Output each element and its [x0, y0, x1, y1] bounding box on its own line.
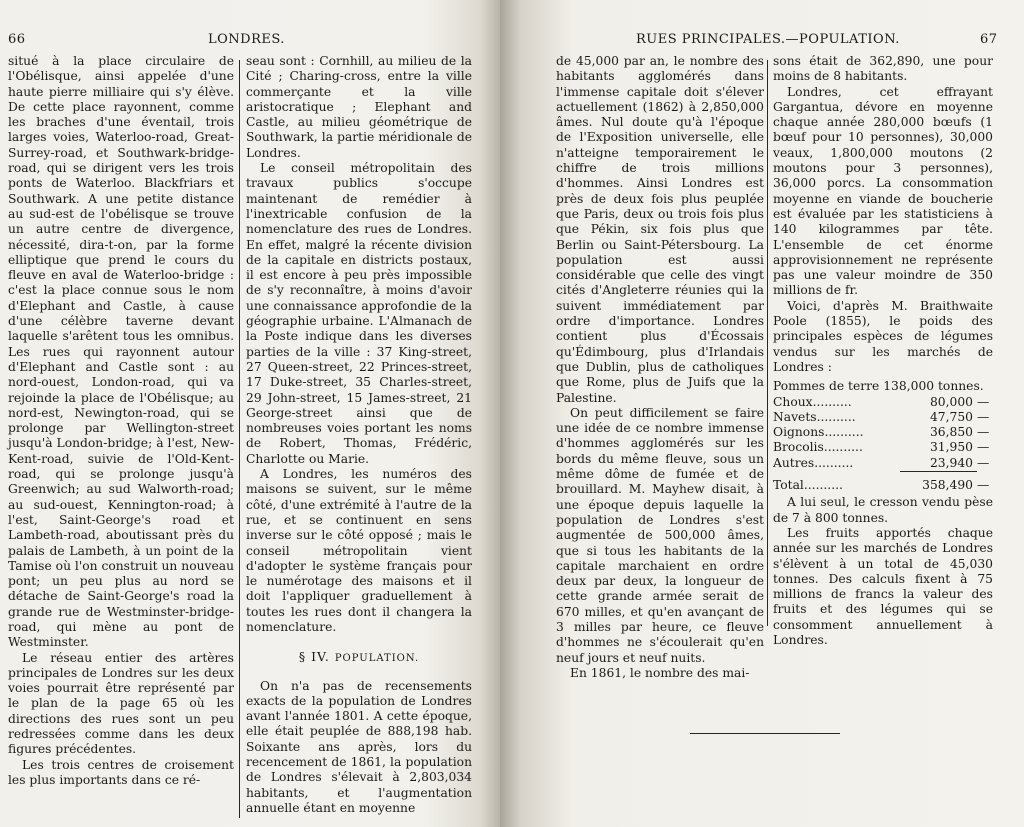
paragraph: situé à la place circulaire de l'Obélisque, ainsi appelée d'une haute pierre milliaire qui s'y élève. De cette place rayonnent, comme les braches d'une éventail, trois larges voies, Waterloo-road, Great-Surrey-road, et Southwark-bridge-road, qui se dirigent vers les trois ponts de Waterloo. Blackfriars et Southwark. A une petite distance au sud-est de l'obélisque se trouve un autre centre de divergence, nécessité, dira-t-on, par la forme elliptique que prend le cours du fleuve en aval de Waterloo-bridge : c'est la place connue sous le nom d'Elephant and Castle, à cause d'une célèbre taverne devant laquelle s'arêtent tous les omnibus. Les rues qui rayonnent autour d'Elephant and Castle sont : au nord-ouest, London-road, qui va rejoinde la place de l'Obélisque; au nord-est, Newington-road, qui se prolonge par Wellington-street jusqu'à London-bridge; à l'est, New-Kent-road, suivie de l'Old-Kent-road, qui se prolonge jusqu'à Greenwich; au sud Walworth-road; au sud-ouest, Kennington-road; à l'est, Saint-George's road et Lambeth-road, aboutissant près du palais de Lambeth, à un point de la Tamise où l'on construit un nouveau pont; un peu plus au nord se détache de Saint-George's road la grande rue de Westminster-bridge-road, qui mène au pont de Westminster.	[8, 54, 234, 650]
section-title: POPULATION.	[334, 653, 420, 665]
paragraph: Londres, cet effrayant Gargantua, dévore en moyenne chaque année 280,000 bœufs (1 bœuf pour 10 personnes), 30,000 veaux, 1,800,000 moutons (2 moutons pour 3 personnes), 36,000 porcs. La consommation moyenne en viande de boucherie est évaluée par les statisticiens à 140 kilogrammes par tête. L'ensemble de cet énorme approvisionnement ne représente pas une valeur moindre de 350 millions de fr.	[773, 84, 993, 298]
paragraph: sons était de 362,890, une pour moins de 8 habitants.	[773, 54, 993, 84]
table-row	[773, 410, 993, 425]
ditto-dash: —	[977, 394, 990, 409]
paragraph: Les trois centres de croisement les plus importants dans ce ré-	[8, 757, 234, 787]
paragraph: Le conseil métropolitain des travaux publics s'occupe maintenant de remédier à l'inextricable confusion de la nomenclature des rues de Londres. En effet, malgré la récente division de la capitale en districts postaux, il est encore à peu près impossible de s'y reconnaître, à moins d'avoir une connaissance approfondie de la géographie urbaine. L'Almanach de la Poste indique dans les diverses parties de la ville : 37 King-street, 27 Queen-street, 22 Princes-street, 17 Duke-street, 35 Charles-street, 29 John-street, 15 James-street, 21 George-street ainsi que de nombreuses voies portant les noms de Robert, Thomas, Frédéric, Charlotte ou Marie.	[246, 161, 472, 466]
paragraph: En 1861, le nombre des mai-	[570, 665, 750, 680]
vegetable-value: 138,000 tonnes.	[883, 379, 984, 394]
vegetable-label: Pommes de terre	[773, 379, 880, 394]
paragraph: de 45,000 par an, le nombre des habitants agglomérés dans l'immense capitale doit s'élever actuellement (1862) à 2,850,000 âmes. Nul doute qu'à l'époque de l'Exposition universelle, elle n'atteigne temporairement le chiffre de trois millions d'hommes. Ainsi Londres est près de deux fois plus peuplée que Paris, deux ou trois fois plus que Pékin, six fois plus que Berlin ou Saint-Pétersbourg. La population est aussi considérable que celle des vingt cités d'Angleterre réunies qui la suivent immédiatement par ordre d'importance. Londres contient plus d'Écossais qu'Édimbourg, plus d'Irlandais que Dublin, plus de catholiques que Rome, plus de Juifs que la Palestine.	[556, 54, 764, 405]
vegetable-value: 23,940	[900, 456, 977, 472]
left-column-1	[8, 54, 234, 820]
right-column-1	[556, 54, 764, 680]
vegetable-label: Autres..........	[773, 455, 854, 470]
paragraph: On peut difficilement se faire une idée de ce nombre immense d'hommes agglomérés sur les bords du même fleuve, sous un même dôme de fumée et de brouillard. M. Mayhew disait, à une époque depuis laquelle la population de Londres s'est augmentée de 500,000 âmes, que si tous les habitants de la capitale marchaient en ordre deux par deux, la longueur de cette grande armée serait de 670 milles, et qu'en avançant de 3 milles par heure, ce fleuve d'hommes ne s'écoulerait qu'en neuf jours et neuf nuits.	[556, 405, 764, 665]
table-row	[773, 440, 993, 455]
vegetable-value: 47,750	[929, 409, 973, 424]
section-heading	[246, 649, 472, 666]
column-rule	[239, 60, 240, 818]
total-value: 358,490	[922, 478, 973, 493]
table-row	[773, 395, 993, 410]
ditto-dash: —	[977, 440, 990, 455]
ditto-dash: —	[977, 477, 990, 492]
table-row	[773, 456, 993, 472]
running-head-right: RUES PRINCIPALES.—POPULATION.	[636, 32, 900, 47]
vegetable-label: Brocolis..........	[773, 440, 863, 455]
right-column-2	[773, 54, 993, 647]
ditto-dash: —	[977, 455, 990, 470]
paragraph: seau sont : Cornhill, au milieu de la Cité ; Charing-cross, entre la ville commerçante et la ville aristocratique ; Elephant and Castle, au milieu géométrique de Southwark, la partie méridionale de Londres.	[246, 54, 472, 160]
running-head-left: LONDRES.	[208, 32, 285, 47]
paragraph: A Londres, les numéros des maisons se suivent, sur le même côté, d'une extrémité à l'autre de la rue, et se continuent en sens inverse sur le côté opposé ; mais le conseil métropolitain vient d'adopter le système français pour le numérotage des maisons et il doit l'appliquer graduellement à toutes les rues dont il changera la nomenclature.	[246, 467, 472, 634]
section-number: § IV.	[298, 649, 330, 665]
paragraph: A lui seul, le cresson vendu pèse de 7 à 800 tonnes.	[773, 495, 993, 525]
paragraph: Les fruits apportés chaque année sur les marchés de Londres s'élèvent à un total de 45,030 tonnes. Des calculs fixent à 75 millions de francs la valeur des fruits et des légumes qui se consomment annuellement à Londres.	[773, 525, 993, 647]
right-page	[500, 0, 1024, 827]
column-rule	[767, 60, 768, 626]
paragraph: Voici, d'après M. Braithwaite Poole (1855), le poids des principales espèces de légumes vendus sur les marchés de Londres :	[773, 298, 993, 374]
vegetable-value: 31,950	[929, 440, 973, 455]
end-rule	[690, 733, 840, 734]
ditto-dash: —	[977, 409, 990, 424]
table-total-row	[773, 472, 993, 494]
ditto-dash: —	[977, 425, 990, 440]
table-row	[773, 379, 993, 394]
page-number-left: 66	[8, 32, 26, 47]
paragraph: Le réseau entier des artères principales de Londres sur les deux voies pourrait être représenté par le plan de la page 65 où les directions des rues sont un peu redressées comme dans les deux figures précédentes.	[8, 650, 234, 757]
vegetable-label: Navets..........	[773, 409, 856, 424]
vegetable-value: 36,850	[929, 425, 973, 440]
page-number-right: 67	[980, 32, 998, 47]
table-row	[773, 425, 993, 440]
vegetable-label: Oignons..........	[773, 425, 864, 440]
total-label: Total..........	[773, 477, 843, 492]
vegetable-label: Choux..........	[773, 394, 852, 409]
left-column-2	[246, 54, 472, 820]
vegetable-value: 80,000	[929, 394, 973, 409]
paragraph: On n'a pas de recensements exacts de la population de Londres avant l'année 1801. A cette époque, elle était peuplée de 888,198 hab. Soixante ans après, lors du recencement de 1861, la population de Londres s'élevait à 2,803,034 habitants, et l'augmentation annuelle étant en moyenne	[246, 678, 472, 815]
left-page	[0, 0, 500, 827]
vegetable-table	[773, 379, 993, 493]
